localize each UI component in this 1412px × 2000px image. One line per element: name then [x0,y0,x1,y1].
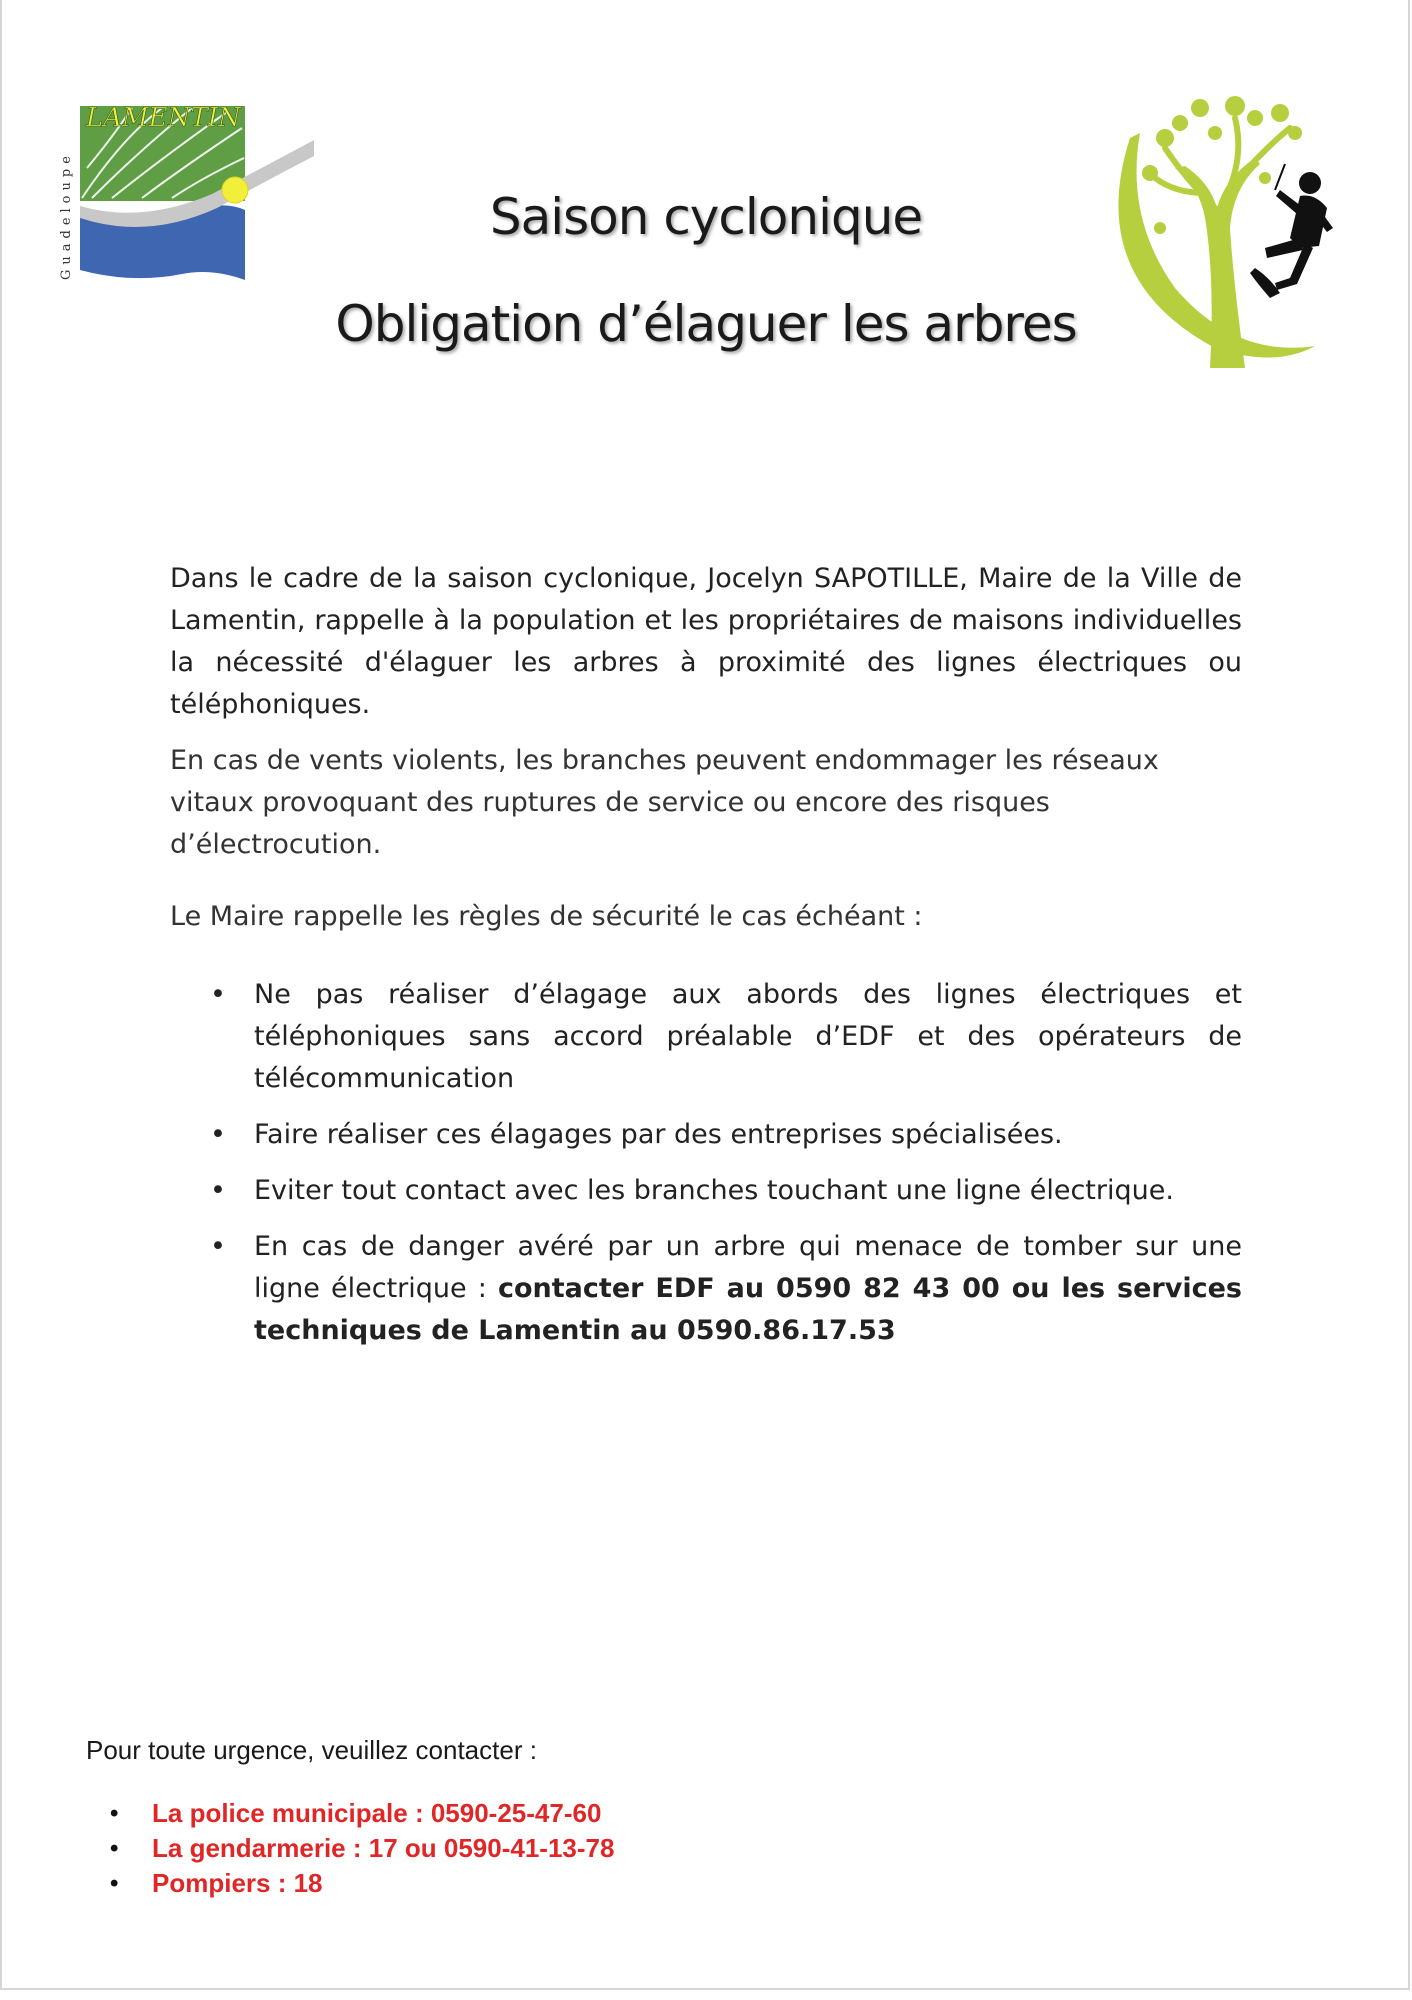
risk-paragraph: En cas de vents violents, les branches peuvent endommager les réseaux vitaux provoquant des ruptures de service ou encore des risques d’électrocution. [170,745,1159,860]
bullet-icon: • [210,1119,226,1150]
list-item: • Faire réaliser ces élagages par des entreprises spécialisées. [170,1114,1242,1156]
emergency-contact-police: • La police municipale : 0590-25-47-60 [86,1796,1286,1831]
title-line1: Saison cyclonique [489,188,923,246]
intro-paragraph: Dans le cadre de la saison cyclonique, Jocelyn SAPOTILLE, Maire de la Ville de Lamentin, rappelle à la population et les propriétaires de maisons individuelles la nécessité d'élaguer les arbres à proximité des lignes électriques ou téléphoniques. [170,563,1242,720]
emergency-intro: Pour toute urgence, veuillez contacter : [86,1735,537,1765]
emergency-contact-gendarmerie: • La gendarmerie : 17 ou 0590-41-13-78 [86,1831,1286,1866]
body-content [170,558,1242,1366]
list-item: • Eviter tout contact avec les branches touchant une ligne électrique. [170,1170,1242,1212]
bullet-icon: • [110,1835,119,1862]
bullet-icon: • [210,979,226,1010]
bullet-icon: • [110,1800,119,1827]
emergency-section [86,1735,1286,1901]
contact-edf-text: contacter EDF au 0590 82 43 00 ou les services techniques de Lamentin au 0590.86.17.53 [254,1273,1242,1346]
list-item: • En cas de danger avéré par un arbre qui menace de tomber sur une ligne électrique : contacter EDF au 0590 82 43 00 ou les services techniques de Lamentin au 0590.86.17.53 [170,1226,1242,1352]
logo-name: LAMENTIN [86,103,241,133]
list-item: • Ne pas réaliser d’élagage aux abords des lignes électriques et téléphoniques sans accord préalable d’EDF et des opérateurs de télécommunication [170,974,1242,1100]
logo-vertical-text: Guadeloupe [59,151,74,280]
rules-intro: Le Maire rappelle les règles de sécurité le cas échéant : [170,901,923,932]
emergency-contact-pompiers: • Pompiers : 18 [86,1866,1286,1901]
tree-pruning-logo [1105,78,1380,378]
bullet-icon: • [110,1870,119,1897]
bullet-icon: • [210,1231,226,1262]
title-line2: Obligation d’élaguer les arbres [335,295,1077,353]
safety-rules-list [170,974,1242,1352]
bullet-icon: • [210,1175,226,1206]
emergency-contacts-list [86,1796,1286,1901]
